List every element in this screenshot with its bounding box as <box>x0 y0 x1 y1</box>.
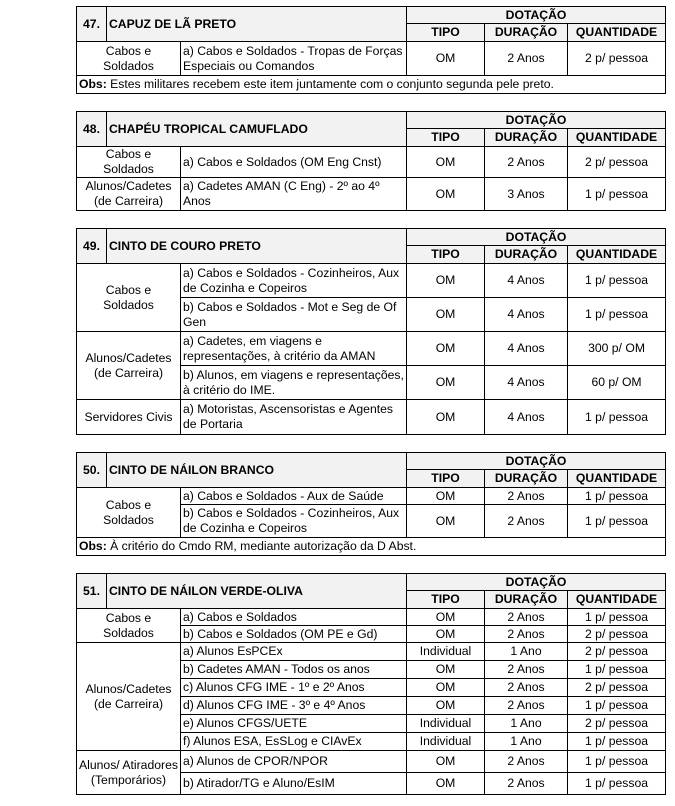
obs-label: Obs: <box>79 539 107 553</box>
tipo-cell: OM <box>407 366 485 400</box>
tipo-cell: OM <box>407 505 485 538</box>
item-description: a) Alunos EsPCEx <box>181 643 407 661</box>
quantidade-cell: 2 p/ pessoa <box>568 643 666 661</box>
duracao-header: DURAÇÃO <box>485 246 568 264</box>
quantidade-cell: 300 p/ OM <box>568 332 666 366</box>
tipo-cell: OM <box>407 661 485 679</box>
tipo-header: TIPO <box>407 591 485 609</box>
item-table <box>76 228 666 435</box>
tipo-header: TIPO <box>407 129 485 147</box>
table-row <box>77 643 666 661</box>
item-description: a) Alunos de CPOR/NPOR <box>181 751 407 773</box>
obs-text: À critério do Cmdo RM, mediante autorização da D Abst. <box>106 539 417 553</box>
table-row <box>77 147 666 178</box>
quantidade-cell: 1 p/ pessoa <box>568 697 666 715</box>
item-description: b) Atirador/TG e Aluno/EsIM <box>181 773 407 795</box>
quantidade-cell: 1 p/ pessoa <box>568 505 666 538</box>
duracao-cell: 2 Anos <box>485 697 568 715</box>
obs-row <box>77 538 666 556</box>
table-header <box>77 112 666 129</box>
quantidade-cell: 1 p/ pessoa <box>568 400 666 435</box>
quantidade-cell: 1 p/ pessoa <box>568 264 666 298</box>
item-table <box>76 452 666 556</box>
duracao-cell: 4 Anos <box>485 400 568 435</box>
tipo-header: TIPO <box>407 470 485 488</box>
tipo-cell: Individual <box>407 733 485 751</box>
duracao-header: DURAÇÃO <box>485 24 568 42</box>
item-number: 48. <box>77 112 107 147</box>
quantidade-cell: 1 p/ pessoa <box>568 609 666 626</box>
item-description: b) Cabos e Soldados - Cozinheiros, Aux de Cozinha e Copeiros <box>181 505 407 538</box>
duracao-cell: 2 Anos <box>485 42 568 76</box>
item-description: b) Alunos, em viagens e representações, à critério do IME. <box>181 366 407 400</box>
tipo-cell: OM <box>407 264 485 298</box>
item-description: a) Motoristas, Ascensoristas e Agentes de Portaria <box>181 400 407 435</box>
item-title: CAPUZ DE LÃ PRETO <box>107 7 407 42</box>
item-title: CINTO DE COURO PRETO <box>107 229 407 264</box>
tipo-cell: OM <box>407 751 485 773</box>
item-table <box>76 573 666 795</box>
item-description: d) Alunos CFG IME - 3º e 4º Anos <box>181 697 407 715</box>
tipo-header: TIPO <box>407 246 485 264</box>
item-description: c) Alunos CFG IME - 1º e 2º Anos <box>181 679 407 697</box>
duracao-cell: 2 Anos <box>485 773 568 795</box>
quantidade-cell: 2 p/ pessoa <box>568 626 666 643</box>
tipo-cell: OM <box>407 400 485 435</box>
duracao-cell: 4 Anos <box>485 332 568 366</box>
section-spacer <box>76 211 665 228</box>
document <box>76 6 665 795</box>
group-name: Cabos e Soldados <box>77 147 181 178</box>
section-spacer <box>76 556 665 573</box>
tipo-cell: OM <box>407 298 485 332</box>
quantidade-cell: 2 p/ pessoa <box>568 679 666 697</box>
table-row <box>77 609 666 626</box>
table-header <box>77 574 666 591</box>
section-spacer <box>76 94 665 111</box>
tipo-cell: OM <box>407 773 485 795</box>
group-name: Servidores Civis <box>77 400 181 435</box>
tipo-cell: OM <box>407 626 485 643</box>
quantidade-cell: 1 p/ pessoa <box>568 178 666 211</box>
tipo-cell: Individual <box>407 715 485 733</box>
table-header <box>77 7 666 24</box>
item-description: b) Cabos e Soldados (OM PE e Gd) <box>181 626 407 643</box>
duracao-cell: 2 Anos <box>485 488 568 505</box>
duracao-cell: 4 Anos <box>485 264 568 298</box>
table-row <box>77 488 666 505</box>
quantidade-cell: 2 p/ pessoa <box>568 715 666 733</box>
table-row <box>77 42 666 76</box>
item-description: b) Cabos e Soldados - Mot e Seg de Of Gen <box>181 298 407 332</box>
quantidade-header: QUANTIDADE <box>568 246 666 264</box>
duracao-cell: 4 Anos <box>485 366 568 400</box>
obs-text: Estes militares recebem este item juntamente com o conjunto segunda pele preto. <box>106 77 554 91</box>
duracao-cell: 1 Ano <box>485 733 568 751</box>
duracao-cell: 2 Anos <box>485 609 568 626</box>
duracao-header: DURAÇÃO <box>485 591 568 609</box>
dotacao-header: DOTAÇÃO <box>407 7 666 24</box>
tipo-cell: OM <box>407 332 485 366</box>
duracao-cell: 1 Ano <box>485 715 568 733</box>
quantidade-cell: 2 p/ pessoa <box>568 147 666 178</box>
obs-note <box>77 76 666 94</box>
group-name: Alunos/ Atiradores (Temporários) <box>77 751 181 795</box>
duracao-header: DURAÇÃO <box>485 470 568 488</box>
duracao-cell: 2 Anos <box>485 626 568 643</box>
duracao-cell: 1 Ano <box>485 643 568 661</box>
tipo-cell: Individual <box>407 643 485 661</box>
group-name: Alunos/Cadetes (de Carreira) <box>77 332 181 400</box>
duracao-cell: 4 Anos <box>485 298 568 332</box>
table-row <box>77 178 666 211</box>
item-description: a) Cabos e Soldados - Cozinheiros, Aux de Cozinha e Copeiros <box>181 264 407 298</box>
table-row <box>77 751 666 773</box>
table-row <box>77 264 666 298</box>
quantidade-header: QUANTIDADE <box>568 24 666 42</box>
item-description: a) Cadetes, em viagens e representações, à critério da AMAN <box>181 332 407 366</box>
item-description: f) Alunos ESA, EsSLog e CIAvEx <box>181 733 407 751</box>
duracao-cell: 3 Anos <box>485 178 568 211</box>
group-name: Cabos e Soldados <box>77 488 181 538</box>
item-description: a) Cabos e Soldados - Aux de Saúde <box>181 488 407 505</box>
quantidade-header: QUANTIDADE <box>568 129 666 147</box>
dotacao-header: DOTAÇÃO <box>407 574 666 591</box>
tipo-cell: OM <box>407 679 485 697</box>
duracao-cell: 2 Anos <box>485 147 568 178</box>
tipo-cell: OM <box>407 147 485 178</box>
tipo-cell: OM <box>407 488 485 505</box>
table-row <box>77 332 666 366</box>
duracao-header: DURAÇÃO <box>485 129 568 147</box>
obs-note <box>77 538 666 556</box>
quantidade-cell: 1 p/ pessoa <box>568 733 666 751</box>
group-name: Alunos/Cadetes (de Carreira) <box>77 178 181 211</box>
item-description: a) Cabos e Soldados - Tropas de Forças Especiais ou Comandos <box>181 42 407 76</box>
group-name: Alunos/Cadetes (de Carreira) <box>77 643 181 751</box>
tipo-header: TIPO <box>407 24 485 42</box>
tipo-cell: OM <box>407 609 485 626</box>
duracao-cell: 2 Anos <box>485 751 568 773</box>
table-header <box>77 229 666 246</box>
item-title: CINTO DE NÁILON BRANCO <box>107 453 407 488</box>
item-description: a) Cabos e Soldados (OM Eng Cnst) <box>181 147 407 178</box>
quantidade-cell: 1 p/ pessoa <box>568 661 666 679</box>
group-name: Cabos e Soldados <box>77 42 181 76</box>
quantidade-header: QUANTIDADE <box>568 591 666 609</box>
quantidade-cell: 1 p/ pessoa <box>568 773 666 795</box>
item-table <box>76 6 666 94</box>
group-name: Cabos e Soldados <box>77 264 181 332</box>
item-table <box>76 111 666 211</box>
table-header <box>77 453 666 470</box>
item-description: e) Alunos CFGS/UETE <box>181 715 407 733</box>
section-spacer <box>76 435 665 452</box>
item-number: 51. <box>77 574 107 609</box>
obs-label: Obs: <box>79 77 107 91</box>
quantidade-cell: 2 p/ pessoa <box>568 42 666 76</box>
item-description: a) Cadetes AMAN (C Eng) - 2º ao 4º Anos <box>181 178 407 211</box>
dotacao-header: DOTAÇÃO <box>407 229 666 246</box>
tipo-cell: OM <box>407 697 485 715</box>
item-description: a) Cabos e Soldados <box>181 609 407 626</box>
dotacao-header: DOTAÇÃO <box>407 453 666 470</box>
table-row <box>77 400 666 435</box>
item-title: CINTO DE NÁILON VERDE-OLIVA <box>107 574 407 609</box>
duracao-cell: 2 Anos <box>485 679 568 697</box>
quantidade-cell: 1 p/ pessoa <box>568 751 666 773</box>
tipo-cell: OM <box>407 178 485 211</box>
tipo-cell: OM <box>407 42 485 76</box>
quantidade-cell: 1 p/ pessoa <box>568 488 666 505</box>
quantidade-header: QUANTIDADE <box>568 470 666 488</box>
quantidade-cell: 1 p/ pessoa <box>568 298 666 332</box>
dotacao-header: DOTAÇÃO <box>407 112 666 129</box>
quantidade-cell: 60 p/ OM <box>568 366 666 400</box>
item-number: 49. <box>77 229 107 264</box>
obs-row <box>77 76 666 94</box>
item-description: b) Cadetes AMAN - Todos os anos <box>181 661 407 679</box>
group-name: Cabos e Soldados <box>77 609 181 643</box>
item-title: CHAPÉU TROPICAL CAMUFLADO <box>107 112 407 147</box>
item-number: 50. <box>77 453 107 488</box>
item-number: 47. <box>77 7 107 42</box>
duracao-cell: 2 Anos <box>485 505 568 538</box>
duracao-cell: 2 Anos <box>485 661 568 679</box>
